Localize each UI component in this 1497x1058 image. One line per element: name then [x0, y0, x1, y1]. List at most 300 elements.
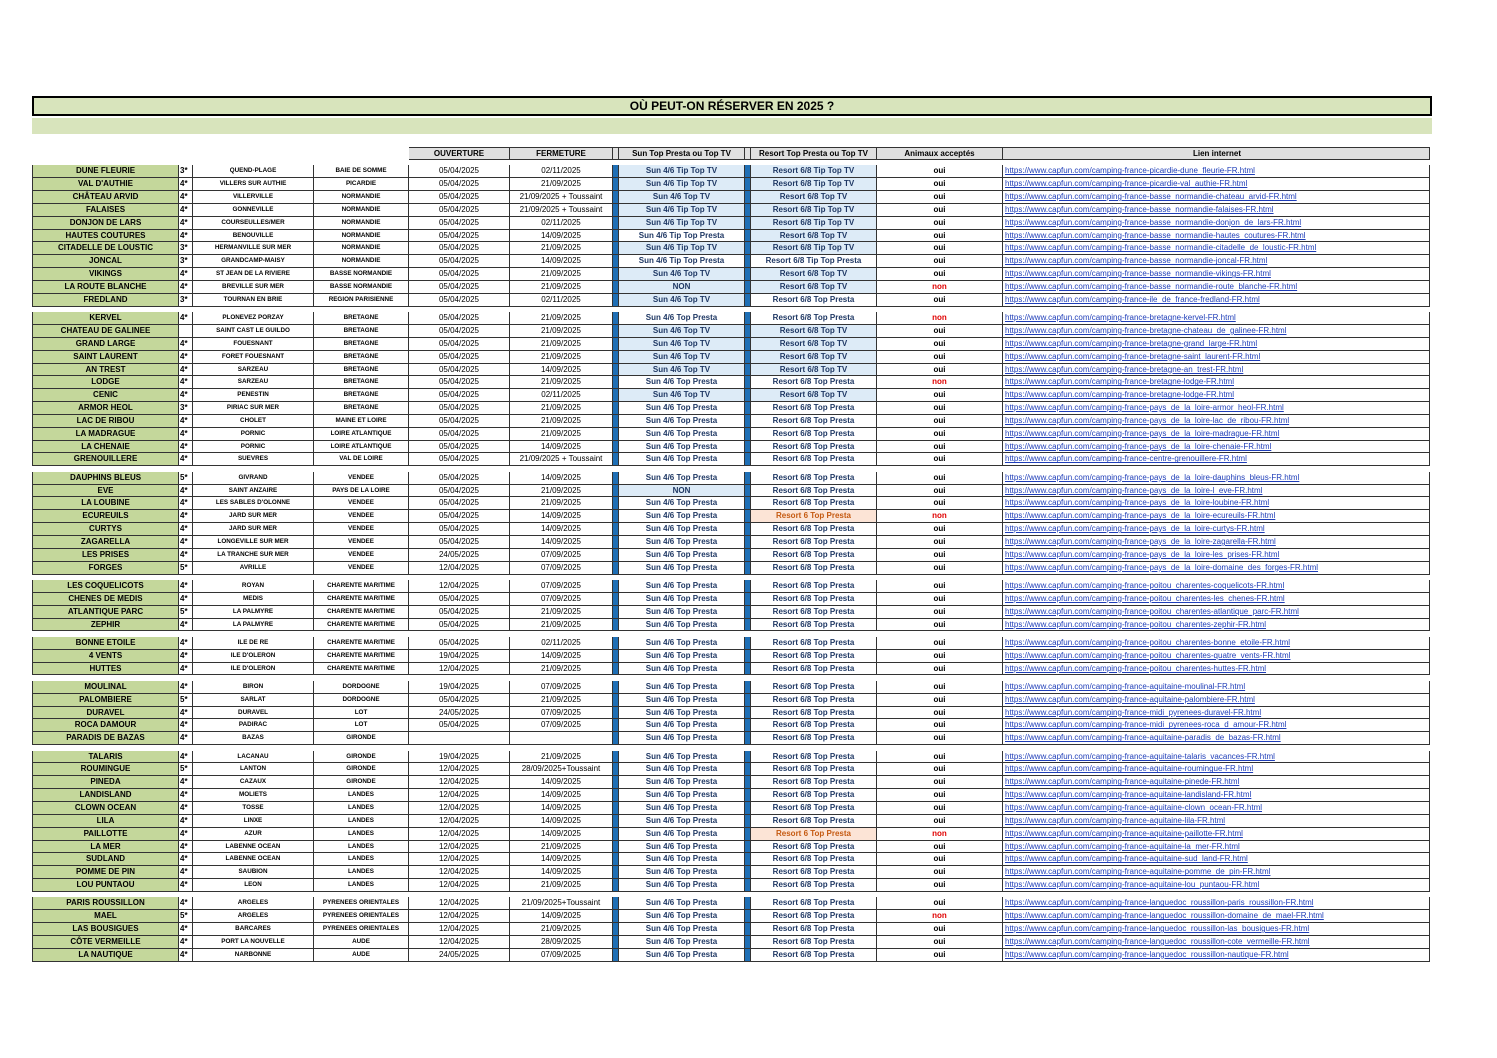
- pets-accepted: oui: [877, 936, 1003, 949]
- website-link[interactable]: https://www.capfun.com/camping-france-languedoc_roussillon-paris_roussillon-FR.html: [1003, 897, 1430, 910]
- resort-offer: Resort 6/8 Top Presta: [751, 923, 877, 936]
- website-link[interactable]: https://www.capfun.com/camping-france-aquitaine-talaris_vacances-FR.html: [1003, 751, 1430, 764]
- website-link[interactable]: https://www.capfun.com/camping-france-poitou_charentes-huttes-FR.html: [1003, 663, 1430, 676]
- campsite-stars: 4*: [179, 923, 193, 936]
- campsite-region: AUDE: [314, 949, 409, 962]
- table-row: [32, 389, 1432, 402]
- opening-date: 24/05/2025: [409, 949, 510, 962]
- campsite-stars: 4*: [179, 485, 193, 498]
- pets-accepted: oui: [877, 593, 1003, 606]
- campsite-stars: 4*: [179, 732, 193, 745]
- closing-date: 21/09/2025: [510, 485, 613, 498]
- campsite-region: VENDEE: [314, 523, 409, 536]
- closing-date: 02/11/2025: [510, 294, 613, 307]
- closing-date: 21/09/2025: [510, 497, 613, 510]
- campsite-stars: 3*: [179, 165, 193, 178]
- campsite-region: NORMANDIE: [314, 191, 409, 204]
- website-link[interactable]: https://www.capfun.com/camping-france-aquitaine-pomme_de_pin-FR.html: [1003, 866, 1430, 879]
- website-link[interactable]: https://www.capfun.com/camping-france-midi_pyrenees-roca_d_amour-FR.html: [1003, 719, 1430, 732]
- resort-offer: Resort 6/8 Top Presta: [751, 376, 877, 389]
- table-row: [32, 338, 1432, 351]
- campsite-stars: 5*: [179, 694, 193, 707]
- pets-accepted: oui: [877, 650, 1003, 663]
- pets-accepted: oui: [877, 751, 1003, 764]
- sun-offer: Sun 4/6 Top Presta: [619, 619, 745, 632]
- website-link[interactable]: https://www.capfun.com/camping-france-basse_normandie-vikings-FR.html: [1003, 268, 1430, 281]
- website-link[interactable]: https://www.capfun.com/camping-france-bretagne-an_trest-FR.html: [1003, 364, 1430, 377]
- table-row: [32, 178, 1432, 191]
- campsite-town: LES SABLES D'OLONNE: [193, 497, 314, 510]
- sun-offer: Sun 4/6 Top Presta: [619, 580, 745, 593]
- table-row: [32, 802, 1432, 815]
- sun-offer: Sun 4/6 Tip Top TV: [619, 165, 745, 178]
- campsite-name: LA ROUTE BLANCHE: [32, 281, 179, 294]
- table-row: [32, 580, 1432, 593]
- campsite-region: CHARENTE MARITIME: [314, 637, 409, 650]
- pets-accepted: oui: [877, 606, 1003, 619]
- website-link[interactable]: https://www.capfun.com/camping-france-pays_de_la_loire-armor_heol-FR.html: [1003, 402, 1430, 415]
- campsite-stars: 4*: [179, 776, 193, 789]
- table-row: [32, 841, 1432, 854]
- sun-offer: Sun 4/6 Top Presta: [619, 815, 745, 828]
- resort-offer: Resort 6/8 Top Presta: [751, 802, 877, 815]
- website-link[interactable]: https://www.capfun.com/camping-france-basse_normandie-chateau_arvid-FR.html: [1003, 191, 1430, 204]
- website-link[interactable]: https://www.capfun.com/camping-france-aquitaine-sud_land-FR.html: [1003, 853, 1430, 866]
- closing-date: 21/09/2025: [510, 402, 613, 415]
- resort-offer: Resort 6/8 Top TV: [751, 268, 877, 281]
- campsite-town: LABENNE OCEAN: [193, 853, 314, 866]
- pets-accepted: oui: [877, 815, 1003, 828]
- closing-date: 14/09/2025: [510, 853, 613, 866]
- website-link[interactable]: https://www.capfun.com/camping-france-aquitaine-lila-FR.html: [1003, 815, 1430, 828]
- campsite-stars: 4*: [179, 351, 193, 364]
- campsite-stars: 3*: [179, 294, 193, 307]
- sun-offer: Sun 4/6 Top TV: [619, 338, 745, 351]
- opening-date: 05/04/2025: [409, 204, 510, 217]
- table-row: [32, 402, 1432, 415]
- website-link[interactable]: https://www.capfun.com/camping-france-poitou_charentes-les_chenes-FR.html: [1003, 593, 1430, 606]
- opening-date: 05/04/2025: [409, 536, 510, 549]
- sun-offer: Sun 4/6 Top Presta: [619, 949, 745, 962]
- website-link[interactable]: https://www.capfun.com/camping-france-aquitaine-moulinal-FR.html: [1003, 681, 1430, 694]
- pets-accepted: non: [877, 312, 1003, 325]
- opening-date: 05/04/2025: [409, 281, 510, 294]
- campsite-stars: 4*: [179, 441, 193, 454]
- header-blank: [314, 147, 409, 160]
- resort-offer: Resort 6/8 Top Presta: [751, 732, 877, 745]
- campsite-name: FREDLAND: [32, 294, 179, 307]
- table-row: [32, 376, 1432, 389]
- resort-offer: Resort 6/8 Top Presta: [751, 879, 877, 892]
- campsite-stars: 4*: [179, 549, 193, 562]
- opening-date: 05/04/2025: [409, 606, 510, 619]
- campsite-stars: 4*: [179, 312, 193, 325]
- website-link[interactable]: https://www.capfun.com/camping-france-pays_de_la_loire-dauphins_bleus-FR.html: [1003, 472, 1430, 485]
- campsite-region: GIRONDE: [314, 751, 409, 764]
- resort-offer: Resort 6/8 Tip Top TV: [751, 217, 877, 230]
- pets-accepted: oui: [877, 485, 1003, 498]
- website-link[interactable]: https://www.capfun.com/camping-france-pays_de_la_loire-les_prises-FR.html: [1003, 549, 1430, 562]
- table-row: [32, 637, 1432, 650]
- campsite-town: BAZAS: [193, 732, 314, 745]
- pets-accepted: oui: [877, 562, 1003, 575]
- website-link[interactable]: https://www.capfun.com/camping-france-poitou_charentes-coquelicots-FR.html: [1003, 580, 1430, 593]
- campsite-town: ARGELES: [193, 910, 314, 923]
- resort-offer: Resort 6/8 Top Presta: [751, 472, 877, 485]
- campsite-town: LEON: [193, 879, 314, 892]
- campsite-name: PINEDA: [32, 776, 179, 789]
- website-link[interactable]: https://www.capfun.com/camping-france-ile_de_france-fredland-FR.html: [1003, 294, 1430, 307]
- closing-date: 21/09/2025: [510, 751, 613, 764]
- campsite-name: DURAVEL: [32, 707, 179, 720]
- resort-offer: Resort 6/8 Top TV: [751, 281, 877, 294]
- campsite-stars: 4*: [179, 841, 193, 854]
- website-link[interactable]: https://www.capfun.com/camping-france-languedoc_roussillon-nautique-FR.html: [1003, 949, 1430, 962]
- campsite-town: ILE DE RE: [193, 637, 314, 650]
- website-link[interactable]: https://www.capfun.com/camping-france-bretagne-kervel-FR.html: [1003, 312, 1430, 325]
- website-link[interactable]: https://www.capfun.com/camping-france-aquitaine-lou_puntaou-FR.html: [1003, 879, 1430, 892]
- campsite-name: CHENES DE MEDIS: [32, 593, 179, 606]
- table-row: [32, 441, 1432, 454]
- sun-offer: Sun 4/6 Top Presta: [619, 415, 745, 428]
- pets-accepted: oui: [877, 866, 1003, 879]
- campsite-stars: 4*: [179, 828, 193, 841]
- resort-offer: Resort 6/8 Top Presta: [751, 751, 877, 764]
- campsite-region: NORMANDIE: [314, 217, 409, 230]
- website-link[interactable]: https://www.capfun.com/camping-france-poitou_charentes-atlantique_parc-FR.html: [1003, 606, 1430, 619]
- website-link[interactable]: https://www.capfun.com/camping-france-aquitaine-roumingue-FR.html: [1003, 763, 1430, 776]
- campsite-region: NORMANDIE: [314, 230, 409, 243]
- website-link[interactable]: https://www.capfun.com/camping-france-aquitaine-palombiere-FR.html: [1003, 694, 1430, 707]
- campsite-name: FORGES: [32, 562, 179, 575]
- pets-accepted: oui: [877, 415, 1003, 428]
- closing-date: 21/09/2025: [510, 268, 613, 281]
- website-link[interactable]: https://www.capfun.com/camping-france-bretagne-lodge-FR.html: [1003, 389, 1430, 402]
- pets-accepted: oui: [877, 549, 1003, 562]
- website-link[interactable]: https://www.capfun.com/camping-france-aquitaine-clown_ocean-FR.html: [1003, 802, 1430, 815]
- campsite-name: CÔTE VERMEILLE: [32, 936, 179, 949]
- campsite-town: DURAVEL: [193, 707, 314, 720]
- campsite-town: ROYAN: [193, 580, 314, 593]
- campsite-town: BENOUVILLE: [193, 230, 314, 243]
- table-row: [32, 694, 1432, 707]
- campsite-town: VILLERVILLE: [193, 191, 314, 204]
- opening-date: 05/04/2025: [409, 523, 510, 536]
- website-link[interactable]: https://www.capfun.com/camping-france-pays_de_la_loire-curtys-FR.html: [1003, 523, 1430, 536]
- table-row: [32, 294, 1432, 307]
- pets-accepted: oui: [877, 497, 1003, 510]
- table-row: [32, 681, 1432, 694]
- campsite-region: BASSE NORMANDIE: [314, 268, 409, 281]
- resort-offer: Resort 6/8 Tip Top TV: [751, 178, 877, 191]
- campsite-town: HERMANVILLE SUR MER: [193, 242, 314, 255]
- campsite-name: PARIS ROUSSILLON: [32, 897, 179, 910]
- resort-offer: Resort 6/8 Top Presta: [751, 453, 877, 466]
- pets-accepted: oui: [877, 789, 1003, 802]
- resort-offer: Resort 6/8 Top Presta: [751, 619, 877, 632]
- opening-date: 12/04/2025: [409, 841, 510, 854]
- website-link[interactable]: https://www.capfun.com/camping-france-pays_de_la_loire-madrague-FR.html: [1003, 428, 1430, 441]
- pets-accepted: oui: [877, 204, 1003, 217]
- campsite-stars: 4*: [179, 389, 193, 402]
- table-row: [32, 165, 1432, 178]
- website-link[interactable]: https://www.capfun.com/camping-france-bretagne-lodge-FR.html: [1003, 376, 1430, 389]
- campsite-stars: 4*: [179, 428, 193, 441]
- website-link[interactable]: https://www.capfun.com/camping-france-bretagne-saint_laurent-FR.html: [1003, 351, 1430, 364]
- opening-date: 05/04/2025: [409, 719, 510, 732]
- table-row: [32, 923, 1432, 936]
- sun-offer: Sun 4/6 Top Presta: [619, 732, 745, 745]
- website-link[interactable]: https://www.capfun.com/camping-france-pays_de_la_loire-lac_de_ribou-FR.html: [1003, 415, 1430, 428]
- campsite-town: LABENNE OCEAN: [193, 841, 314, 854]
- header-blank: [179, 147, 193, 160]
- header-blank: [32, 147, 179, 160]
- closing-date: 21/09/2025: [510, 606, 613, 619]
- sun-offer: Sun 4/6 Top Presta: [619, 879, 745, 892]
- campsite-stars: 5*: [179, 763, 193, 776]
- campsite-town: BREVILLE SUR MER: [193, 281, 314, 294]
- pets-accepted: non: [877, 828, 1003, 841]
- website-link[interactable]: https://www.capfun.com/camping-france-aquitaine-pinede-FR.html: [1003, 776, 1430, 789]
- campsite-name: VIKINGS: [32, 268, 179, 281]
- resort-offer: Resort 6/8 Top Presta: [751, 663, 877, 676]
- resort-offer: Resort 6/8 Top Presta: [751, 763, 877, 776]
- website-link[interactable]: https://www.capfun.com/camping-france-basse_normandie-joncal-FR.html: [1003, 255, 1430, 268]
- table-row: [32, 217, 1432, 230]
- campsite-stars: 4*: [179, 364, 193, 377]
- campsite-town: FORET FOUESNANT: [193, 351, 314, 364]
- table-row: [32, 828, 1432, 841]
- table-header-row: [32, 147, 1432, 160]
- opening-date: 19/04/2025: [409, 751, 510, 764]
- pets-accepted: oui: [877, 841, 1003, 854]
- sun-offer: Sun 4/6 Top Presta: [619, 663, 745, 676]
- campsite-stars: 4*: [179, 619, 193, 632]
- website-link[interactable]: https://www.capfun.com/camping-france-aquitaine-paillotte-FR.html: [1003, 828, 1430, 841]
- resort-offer: Resort 6/8 Top Presta: [751, 866, 877, 879]
- closing-date: 07/09/2025: [510, 949, 613, 962]
- opening-date: 05/04/2025: [409, 619, 510, 632]
- campsite-town: MEDIS: [193, 593, 314, 606]
- campsite-region: PYRENEES ORIENTALES: [314, 910, 409, 923]
- website-link[interactable]: https://www.capfun.com/camping-france-poitou_charentes-bonne_etoile-FR.html: [1003, 637, 1430, 650]
- website-link[interactable]: https://www.capfun.com/camping-france-pays_de_la_loire-l_eve-FR.html: [1003, 485, 1430, 498]
- sun-offer: Sun 4/6 Top Presta: [619, 923, 745, 936]
- website-link[interactable]: https://www.capfun.com/camping-france-bretagne-grand_large-FR.html: [1003, 338, 1430, 351]
- campsite-region: LOT: [314, 707, 409, 720]
- sun-offer: Sun 4/6 Top Presta: [619, 694, 745, 707]
- website-link[interactable]: https://www.capfun.com/camping-france-centre-grenouillere-FR.html: [1003, 453, 1430, 466]
- campsite-stars: 5*: [179, 562, 193, 575]
- website-link[interactable]: https://www.capfun.com/camping-france-basse_normandie-donjon_de_lars-FR.html: [1003, 217, 1430, 230]
- sun-offer: Sun 4/6 Tip Top TV: [619, 242, 745, 255]
- campsite-region: LANDES: [314, 789, 409, 802]
- sun-offer: Sun 4/6 Tip Top Presta: [619, 255, 745, 268]
- website-link[interactable]: https://www.capfun.com/camping-france-pays_de_la_loire-zagarella-FR.html: [1003, 536, 1430, 549]
- sun-offer: Sun 4/6 Top Presta: [619, 910, 745, 923]
- opening-date: 05/04/2025: [409, 242, 510, 255]
- website-link[interactable]: https://www.capfun.com/camping-france-pays_de_la_loire-domaine_des_forges-FR.html: [1003, 562, 1430, 575]
- website-link[interactable]: https://www.capfun.com/camping-france-languedoc_roussillon-domaine_de_mael-FR.html: [1003, 910, 1430, 923]
- campsite-name: LA MADRAGUE: [32, 428, 179, 441]
- pets-accepted: oui: [877, 923, 1003, 936]
- table-row: [32, 949, 1432, 962]
- pets-accepted: oui: [877, 619, 1003, 632]
- resort-offer: Resort 6/8 Top TV: [751, 338, 877, 351]
- campsite-region: PYRENEES ORIENTALES: [314, 923, 409, 936]
- website-link[interactable]: https://www.capfun.com/camping-france-picardie-val_authie-FR.html: [1003, 178, 1430, 191]
- campsite-stars: 4*: [179, 719, 193, 732]
- website-link[interactable]: https://www.capfun.com/camping-france-picardie-dune_fleurie-FR.html: [1003, 165, 1430, 178]
- resort-offer: Resort 6/8 Top Presta: [751, 897, 877, 910]
- table-row: [32, 485, 1432, 498]
- campsite-name: LA LOUBINE: [32, 497, 179, 510]
- campsite-stars: 3*: [179, 402, 193, 415]
- website-link[interactable]: https://www.capfun.com/camping-france-aquitaine-paradis_de_bazas-FR.html: [1003, 732, 1430, 745]
- closing-date: 28/09/2025+Toussaint: [510, 763, 613, 776]
- resort-offer: Resort 6 Top Presta: [751, 510, 877, 523]
- opening-date: 12/04/2025: [409, 663, 510, 676]
- resort-offer: Resort 6/8 Tip Top TV: [751, 242, 877, 255]
- closing-date: 14/09/2025: [510, 910, 613, 923]
- website-link[interactable]: https://www.capfun.com/camping-france-bretagne-chateau_de_galinee-FR.html: [1003, 325, 1430, 338]
- table-row: [32, 453, 1432, 466]
- sun-offer: Sun 4/6 Top Presta: [619, 789, 745, 802]
- table-row: [32, 593, 1432, 606]
- website-link[interactable]: https://www.capfun.com/camping-france-pays_de_la_loire-chenaie-FR.html: [1003, 441, 1430, 454]
- website-link[interactable]: https://www.capfun.com/camping-france-basse_normandie-route_blanche-FR.html: [1003, 281, 1430, 294]
- pets-accepted: oui: [877, 707, 1003, 720]
- opening-date: 05/04/2025: [409, 593, 510, 606]
- campsite-region: VENDEE: [314, 472, 409, 485]
- campsite-stars: 4*: [179, 523, 193, 536]
- website-link[interactable]: https://www.capfun.com/camping-france-languedoc_roussillon-las_bousigues-FR.html: [1003, 923, 1430, 936]
- campsite-town: LINXE: [193, 815, 314, 828]
- pets-accepted: oui: [877, 949, 1003, 962]
- table-row: [32, 364, 1432, 377]
- pets-accepted: oui: [877, 879, 1003, 892]
- resort-offer: Resort 6/8 Top TV: [751, 191, 877, 204]
- campsite-town: ILE D'OLERON: [193, 663, 314, 676]
- closing-date: 02/11/2025: [510, 165, 613, 178]
- opening-date: 05/04/2025: [409, 338, 510, 351]
- closing-date: 14/09/2025: [510, 230, 613, 243]
- campsite-town: SARZEAU: [193, 364, 314, 377]
- campsite-name: AN TREST: [32, 364, 179, 377]
- opening-date: 05/04/2025: [409, 485, 510, 498]
- pets-accepted: oui: [877, 364, 1003, 377]
- campsite-stars: 5*: [179, 606, 193, 619]
- campsite-town: LA TRANCHE SUR MER: [193, 549, 314, 562]
- campsite-region: BRETAGNE: [314, 351, 409, 364]
- campsite-name: ATLANTIQUE PARC: [32, 606, 179, 619]
- website-link[interactable]: https://www.capfun.com/camping-france-aquitaine-landisland-FR.html: [1003, 789, 1430, 802]
- resort-offer: Resort 6/8 Top Presta: [751, 312, 877, 325]
- website-link[interactable]: https://www.capfun.com/camping-france-languedoc_roussillon-cote_vermeille-FR.html: [1003, 936, 1430, 949]
- website-link[interactable]: https://www.capfun.com/camping-france-midi_pyrenees-duravel-FR.html: [1003, 707, 1430, 720]
- campsite-region: NORMANDIE: [314, 255, 409, 268]
- campsite-stars: [179, 325, 193, 338]
- sun-offer: Sun 4/6 Top Presta: [619, 402, 745, 415]
- campsite-town: AZUR: [193, 828, 314, 841]
- campsite-stars: 4*: [179, 536, 193, 549]
- campsite-name: ARMOR HEOL: [32, 402, 179, 415]
- campsite-name: DONJON DE LARS: [32, 217, 179, 230]
- campsite-name: PARADIS DE BAZAS: [32, 732, 179, 745]
- opening-date: 24/05/2025: [409, 549, 510, 562]
- opening-date: 12/04/2025: [409, 789, 510, 802]
- campsite-region: LANDES: [314, 828, 409, 841]
- table-row: [32, 415, 1432, 428]
- campsite-town: SAINT ANZAIRE: [193, 485, 314, 498]
- campsite-region: PICARDIE: [314, 178, 409, 191]
- pets-accepted: oui: [877, 428, 1003, 441]
- opening-date: 12/04/2025: [409, 763, 510, 776]
- pets-accepted: oui: [877, 338, 1003, 351]
- closing-date: 21/09/2025: [510, 663, 613, 676]
- campsite-region: GIRONDE: [314, 776, 409, 789]
- website-link[interactable]: https://www.capfun.com/camping-france-basse_normandie-citadelle_de_loustic-FR.html: [1003, 242, 1430, 255]
- website-link[interactable]: https://www.capfun.com/camping-france-poitou_charentes-quatre_vents-FR.html: [1003, 650, 1430, 663]
- pets-accepted: oui: [877, 242, 1003, 255]
- website-link[interactable]: https://www.capfun.com/camping-france-pays_de_la_loire-ecureuils-FR.html: [1003, 510, 1430, 523]
- website-link[interactable]: https://www.capfun.com/camping-france-basse_normandie-falaises-FR.html: [1003, 204, 1430, 217]
- pets-accepted: oui: [877, 389, 1003, 402]
- sun-offer: Sun 4/6 Top Presta: [619, 523, 745, 536]
- closing-date: [510, 732, 613, 745]
- campsite-region: CHARENTE MARITIME: [314, 606, 409, 619]
- campsite-region: VENDEE: [314, 497, 409, 510]
- opening-date: 24/05/2025: [409, 707, 510, 720]
- campsite-town: PORNIC: [193, 428, 314, 441]
- table-row: [32, 472, 1432, 485]
- campsite-stars: 4*: [179, 593, 193, 606]
- campsite-region: LOT: [314, 719, 409, 732]
- closing-date: 07/09/2025: [510, 580, 613, 593]
- table-row: [32, 707, 1432, 720]
- campsite-region: LANDES: [314, 802, 409, 815]
- campsite-town: PENESTIN: [193, 389, 314, 402]
- campsite-name: ZAGARELLA: [32, 536, 179, 549]
- campsite-stars: 4*: [179, 681, 193, 694]
- website-link[interactable]: https://www.capfun.com/camping-france-pays_de_la_loire-loubine-FR.html: [1003, 497, 1430, 510]
- website-link[interactable]: https://www.capfun.com/camping-france-poitou_charentes-zephir-FR.html: [1003, 619, 1430, 632]
- campsite-region: BRETAGNE: [314, 376, 409, 389]
- sun-offer: Sun 4/6 Top Presta: [619, 853, 745, 866]
- resort-offer: Resort 6/8 Top Presta: [751, 580, 877, 593]
- closing-date: 14/09/2025: [510, 802, 613, 815]
- campsite-stars: 4*: [179, 637, 193, 650]
- sun-offer: NON: [619, 281, 745, 294]
- sun-offer: Sun 4/6 Top Presta: [619, 936, 745, 949]
- campsite-region: NORMANDIE: [314, 242, 409, 255]
- campsite-name: BONNE ETOILE: [32, 637, 179, 650]
- campsite-region: VENDEE: [314, 562, 409, 575]
- website-link[interactable]: https://www.capfun.com/camping-france-basse_normandie-hautes_coutures-FR.html: [1003, 230, 1430, 243]
- opening-date: 05/04/2025: [409, 510, 510, 523]
- opening-date: 05/04/2025: [409, 428, 510, 441]
- campsite-region: REGION PARISIENNE: [314, 294, 409, 307]
- pets-accepted: oui: [877, 732, 1003, 745]
- closing-date: 14/09/2025: [510, 536, 613, 549]
- campsite-town: LANTON: [193, 763, 314, 776]
- resort-offer: Resort 6/8 Top Presta: [751, 402, 877, 415]
- website-link[interactable]: https://www.capfun.com/camping-france-aquitaine-la_mer-FR.html: [1003, 841, 1430, 854]
- campsite-stars: 4*: [179, 936, 193, 949]
- campsite-town: ILE D'OLERON: [193, 650, 314, 663]
- table-row: [32, 763, 1432, 776]
- resort-offer: Resort 6/8 Top Presta: [751, 549, 877, 562]
